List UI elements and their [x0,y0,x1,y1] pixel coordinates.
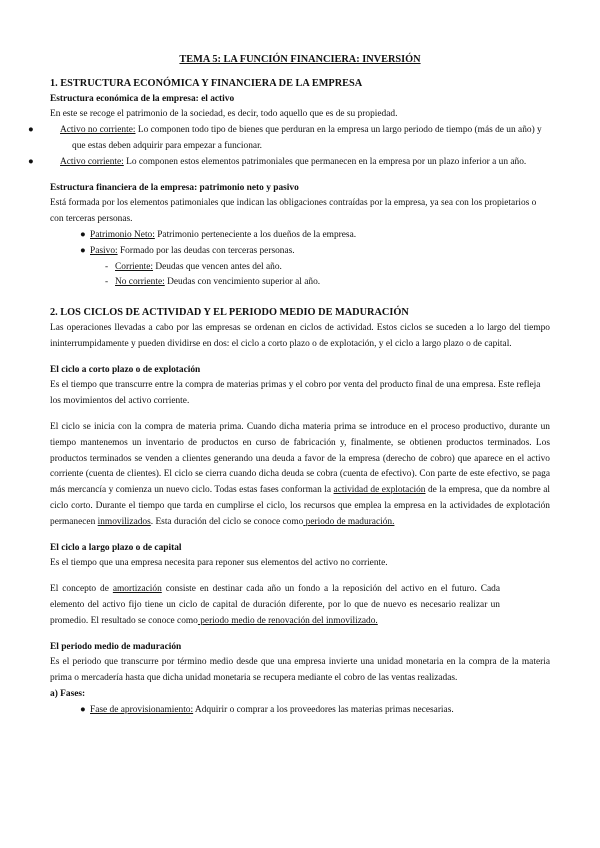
short-cycle-detail: El ciclo se inicia con la compra de materia prima. Cuando dicha materia prima se introduce en el proceso productivo, durante un tiempo mantenemos un inventario de productos en curso de fabricación y, finalmente, se obtienen productos terminados. Los productos terminados se venden a clientes generando una deuda a favor de la empresa (derecho de cobro) que aparece en el activo corriente (cuenta de clientes). El ciclo se cierra cuando dicha deuda se cobra (cuenta de efectivo). Con parte de este efectivo, se paga más mercancía y comienza un nuevo ciclo. Todas estas fases conforman la actividad de explotación de la empresa, que da nombre al ciclo corto. Durante el tiempo que tarda en cumplirse el ciclo, los recursos que emplea la empresa en la actividades de explotación permanecen inmovilizados. Esta duración del ciclo se conoce como periodo de maduración. [50,421,550,527]
financial-structure-text: Está formada por los elementos patimoniales que indican las obligaciones contraídas por la empresa, ya sea con los propietarios o con terceras personas. [50,198,537,225]
maturation-heading: El periodo medio de maduración [50,641,182,652]
term: Activo corriente: [60,156,124,167]
list-item-pasivo [50,244,550,260]
cycles-intro: Las operaciones llevadas a cabo por las empresas se ordenan en ciclos de actividad. Estos ciclos se suceden a lo largo del tiempo ininterrumpidamente y pueden dividirse en dos: el ciclo a corto plazo o de explotación, y el ciclo a largo plazo o de capital. [50,322,550,349]
bullet-icon: ● [28,156,34,167]
section-2-heading: 2. LOS CICLOS DE ACTIVIDAD Y EL PERIODO MEDIO DE MADURACIÓN [50,307,409,319]
term-actividad-explotacion: actividad de explotación [333,485,426,496]
definition: Lo componen estos elementos patrimoniales que permanecen en la empresa por un plazo inferior a un año. [123,156,527,167]
term: Corriente: [115,261,154,272]
definition: Deudas que vencen antes del año. [153,261,282,272]
definition: Patrimonio perteneciente a los dueños de la empresa. [154,229,357,240]
term: Activo no corriente: [60,125,136,136]
list-item-activo-no-corriente [28,123,550,155]
definition: Formado por las deudas con terceras personas. [117,245,295,256]
long-cycle-heading: El ciclo a largo plazo o de capital [50,542,182,553]
term: Patrimonio Neto: [90,229,155,240]
term-periodo-maduracion: periodo de maduración. [303,516,395,527]
active-structure-text: En este se recoge el patrimonio de la sociedad, es decir, todo aquello que es de su propiedad. [50,109,398,120]
term-inmovilizados: inmovilizados [97,516,151,527]
amortization-paragraph: El concepto de amortización consiste en destinar cada año un fondo a la reposición del activo en el futuro. Cada elemento del activo fijo tiene un ciclo de capital de duración diferente, por lo que de nuevo es necesario realizar un promedio. El resultado se conoce como periodo medio de renovación del inmovilizado. [50,584,500,626]
short-cycle-text: Es el tiempo que transcurre entre la compra de materias primas y el cobro por venta del producto final de una empresa. Este refleja los movimientos del activo corriente. [50,380,541,407]
bullet-icon: ● [28,125,34,136]
term-amortizacion: amortización [112,584,162,595]
bullet-icon: ● [80,245,86,256]
list-item-patrimonio-neto [50,228,550,244]
phases-label: a) Fases: [50,688,86,699]
bullet-icon: ● [80,704,86,715]
dash-icon: - [105,261,109,272]
page-title: TEMA 5: LA FUNCIÓN FINANCIERA: INVERSIÓN [179,54,421,65]
list-item-activo-corriente [28,155,550,171]
list-item-aprovisionamiento [50,703,490,719]
dash-icon: - [105,277,109,288]
short-cycle-heading: El ciclo a corto plazo o de explotación [50,364,201,375]
definition: Deudas con vencimiento superior al año. [164,277,321,288]
term: Fase de aprovisionamiento: [90,704,194,715]
long-cycle-text: Es el tiempo que una empresa necesita para reponer sus elementos del activo no corriente. [50,558,388,569]
active-structure-heading: Estructura económica de la empresa: el activo [50,93,235,104]
list-item-corriente [50,260,550,276]
term: Pasivo: [90,245,118,256]
definition: Adquirir o comprar a los proveedores las materias primas necesarias. [193,704,454,715]
definition: Lo componen todo tipo de bienes que perduran en la empresa un largo periodo de tiempo (más de un año) y que estas deben adquirir para empezar a funcionar. [72,125,542,151]
bullet-icon: ● [80,229,86,240]
list-item-no-corriente [50,275,550,291]
term-periodo-renovacion: periodo medio de renovación del inmovilizado. [197,615,378,626]
maturation-text: Es el periodo que transcurre por término medio desde que una empresa invierte una unidad monetaria en la compra de la materia prima o mercadería hasta que dicha unidad monetaria se recupera mediante el cobro de las ventas realizadas. [50,657,550,684]
term: No corriente: [115,277,165,288]
financial-structure-heading: Estructura financiera de la empresa: patrimonio neto y pasivo [50,182,299,193]
document-page [28,52,550,718]
section-1-heading: 1. ESTRUCTURA ECONÓMICA Y FINANCIERA DE LA EMPRESA [50,77,363,89]
